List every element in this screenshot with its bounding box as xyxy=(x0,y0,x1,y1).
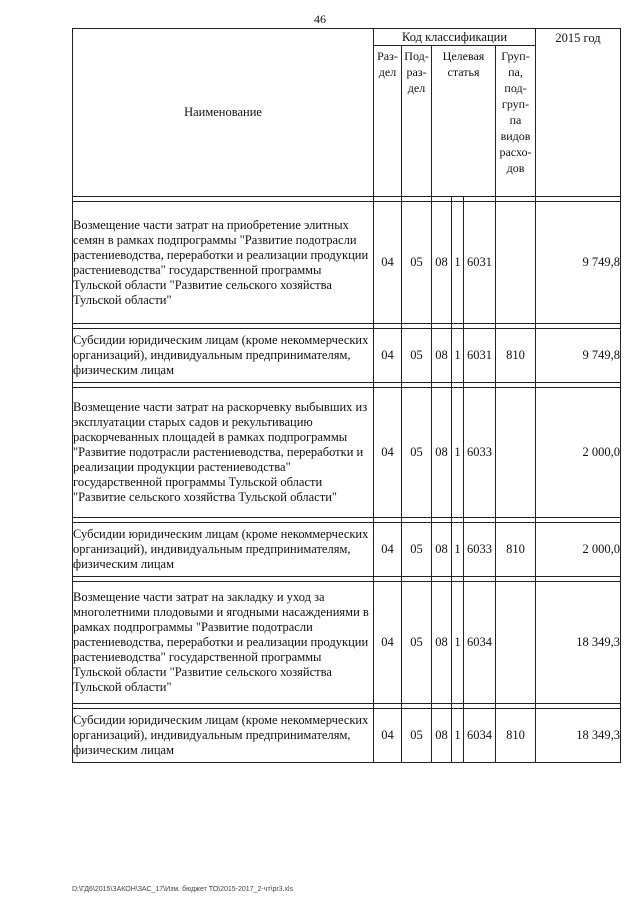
row-section: 04 xyxy=(374,202,402,324)
header-name: Наименование xyxy=(73,29,374,197)
row-name: Субсидии юридическим лицам (кроме некоммерческих организаций), индивидуальным предпринимателям, физическим лицам xyxy=(73,329,374,383)
row-target-program: 08 xyxy=(432,388,452,518)
row-target-program: 08 xyxy=(432,329,452,383)
page-number: 46 xyxy=(314,12,326,26)
row-subsection: 05 xyxy=(402,709,432,763)
row-name: Возмещение части затрат на приобретение элитных семян в рамках подпрограммы "Развитие подотрасли растениеводства, переработки и реализации продукции растениеводства" государственной программы Тульской области "Развитие сельского хозяйства Тульской области" xyxy=(73,202,374,324)
row-section: 04 xyxy=(374,329,402,383)
row-amount: 18 349,3 xyxy=(536,709,621,763)
header-subsection: Под- раз- дел xyxy=(402,46,432,197)
row-target-program: 08 xyxy=(432,709,452,763)
row-section: 04 xyxy=(374,388,402,518)
row-section: 04 xyxy=(374,709,402,763)
row-subsection: 05 xyxy=(402,582,432,704)
row-expense-group: 810 xyxy=(496,709,536,763)
row-target-direction: 6034 xyxy=(464,582,496,704)
row-target-direction: 6031 xyxy=(464,202,496,324)
table-row xyxy=(73,582,621,704)
row-target-subprogram: 1 xyxy=(452,523,464,577)
table-row xyxy=(73,329,621,383)
row-subsection: 05 xyxy=(402,388,432,518)
row-target-subprogram: 1 xyxy=(452,202,464,324)
row-amount: 2 000,0 xyxy=(536,388,621,518)
table-row xyxy=(73,523,621,577)
row-subsection: 05 xyxy=(402,523,432,577)
budget-table xyxy=(72,28,621,763)
row-target-subprogram: 1 xyxy=(452,582,464,704)
row-target-direction: 6031 xyxy=(464,329,496,383)
header-target-item: Целевая статья xyxy=(432,46,496,197)
row-name: Субсидии юридическим лицам (кроме некоммерческих организаций), индивидуальным предпринимателям, физическим лицам xyxy=(73,523,374,577)
row-section: 04 xyxy=(374,582,402,704)
row-name: Возмещение части затрат на закладку и уход за многолетними плодовыми и ягодными насаждениями в рамках подпрограммы "Развитие подотрасли растениеводства, переработки и реализации продукции растениеводства" государственной программы Тульской области "Развитие сельского хозяйства Тульской области" xyxy=(73,582,374,704)
row-target-program: 08 xyxy=(432,582,452,704)
row-expense-group: 810 xyxy=(496,329,536,383)
header-expense-group: Груп- па, под- груп- па видов расхо- дов xyxy=(496,46,536,197)
row-amount: 9 749,8 xyxy=(536,329,621,383)
row-target-direction: 6034 xyxy=(464,709,496,763)
row-amount: 2 000,0 xyxy=(536,523,621,577)
row-amount: 9 749,8 xyxy=(536,202,621,324)
row-target-direction: 6033 xyxy=(464,523,496,577)
row-name: Возмещение части затрат на раскорчевку выбывших из эксплуатации старых садов и рекультивацию раскорчеванных площадей в рамках подпрограммы "Развитие подотрасли растениеводства, переработки и реализации продукции растениеводства" государственной программы Тульской области "Развитие сельского хозяйства Тульской области" xyxy=(73,388,374,518)
header-year: 2015 год xyxy=(536,29,621,197)
row-subsection: 05 xyxy=(402,329,432,383)
table-row xyxy=(73,202,621,324)
row-expense-group: 810 xyxy=(496,523,536,577)
row-expense-group xyxy=(496,202,536,324)
row-amount: 18 349,3 xyxy=(536,582,621,704)
row-subsection: 05 xyxy=(402,202,432,324)
row-expense-group xyxy=(496,388,536,518)
row-target-subprogram: 1 xyxy=(452,709,464,763)
header-code-group: Код классификации xyxy=(374,29,536,46)
footer-file-path: D:\ГД6\2015\ЗАКОН\ЗАС_17\Изм. бюджет ТО\2015-2017_2-чт\pr3.xls xyxy=(72,886,294,893)
table-row xyxy=(73,388,621,518)
row-target-program: 08 xyxy=(432,202,452,324)
row-target-subprogram: 1 xyxy=(452,388,464,518)
row-expense-group xyxy=(496,582,536,704)
row-target-program: 08 xyxy=(432,523,452,577)
row-target-direction: 6033 xyxy=(464,388,496,518)
row-section: 04 xyxy=(374,523,402,577)
header-section: Раз- дел xyxy=(374,46,402,197)
table-row xyxy=(73,709,621,763)
row-target-subprogram: 1 xyxy=(452,329,464,383)
row-name: Субсидии юридическим лицам (кроме некоммерческих организаций), индивидуальным предпринимателям, физическим лицам xyxy=(73,709,374,763)
